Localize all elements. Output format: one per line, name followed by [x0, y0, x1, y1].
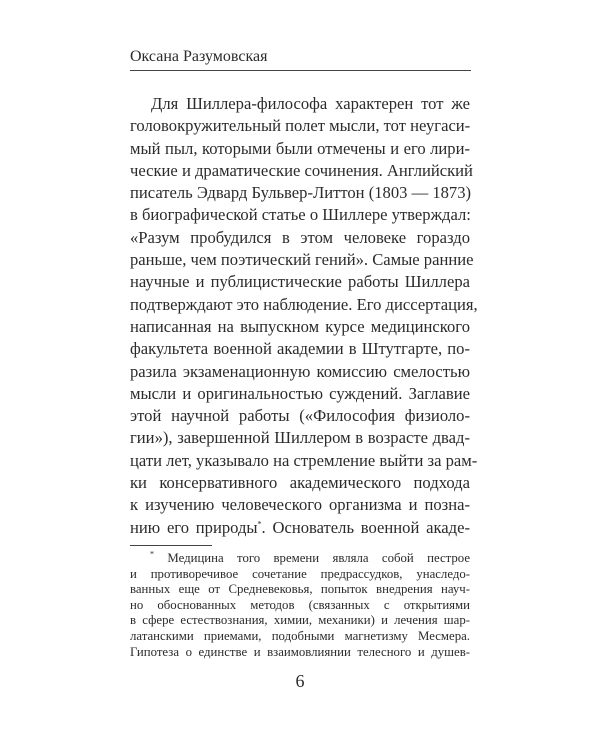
header-rule [130, 70, 471, 71]
text-fragment: . Основатель военной акаде- [261, 517, 470, 537]
text-line: факультета военной академии в Штутгарте, по- [130, 339, 470, 359]
text-line: Для Шиллера-философа характерен тот же [151, 94, 470, 113]
text-line: раньше, чем поэтический гений». Самые ранние [130, 250, 474, 270]
page-number: 6 [295, 671, 305, 691]
footnote-line: ванных еще от Средневековья, попыток внедрения науч- [130, 582, 470, 597]
running-header-author: Оксана Разумовская [130, 48, 268, 65]
footnote-line: Гипотеза о единстве и взаимовлиянии телесного и душев- [130, 644, 470, 659]
text-line: ческие и драматические сочинения. Английский [130, 160, 473, 180]
text-line: к изучению человеческого организма и позна- [130, 495, 470, 515]
footnote-marker[interactable]: * [257, 519, 262, 529]
text-line: этой научной работы («Философия физиоло- [130, 406, 470, 426]
footnote-line: и противоречивое сочетание предрассудков, унаследо- [130, 566, 470, 581]
text-line: писатель Эдвард Бульвер-Литтон (1803 — 1873) [130, 183, 472, 203]
footnote-marker: * [150, 549, 154, 559]
text-line: головокружительный полет мысли, тот неугаси- [130, 116, 471, 136]
text-line: написанная на выпускном курсе медицинского [130, 316, 470, 336]
footnote-rule [130, 545, 212, 546]
text-line: цати лет, указывало на стремление выйти за рам- [130, 450, 478, 470]
text-line [130, 517, 470, 539]
text-line: подтверждают это наблюдение. Его диссертация, [130, 294, 478, 314]
text-line: ки консервативного академического подхода [130, 473, 470, 493]
text-line: в биографической статье о Шиллере утверждал: [130, 205, 471, 225]
footnote [130, 551, 470, 660]
text-fragment: Медицина того времени являла собой пестрое [167, 551, 471, 565]
text-fragment: нию его природы [130, 517, 258, 537]
text-line: «Разум пробудился в этом человеке гораздо [130, 227, 470, 247]
text-line: мысли и оригинальностью суждений. Заглавие [130, 383, 470, 403]
footnote-line: но обоснованных методов (связанных с открытиями [130, 597, 470, 612]
text-line: гии»), завершенной Шиллером в возрасте двад- [130, 428, 470, 448]
body-text [130, 93, 478, 539]
footnote-line: в сфере естествознания, химии, механики) и лечения шар- [130, 613, 470, 628]
text-line: научные и публицистические работы Шиллера [130, 272, 470, 292]
text-line: мый пыл, которыми были отмечены и его лири- [130, 138, 470, 158]
footnote-line: латанскими приемами, подобными магнетизму Месмера. [130, 628, 470, 643]
text-line: разила экзаменационную комиссию смелостью [130, 361, 470, 381]
footnote-line [130, 551, 470, 567]
